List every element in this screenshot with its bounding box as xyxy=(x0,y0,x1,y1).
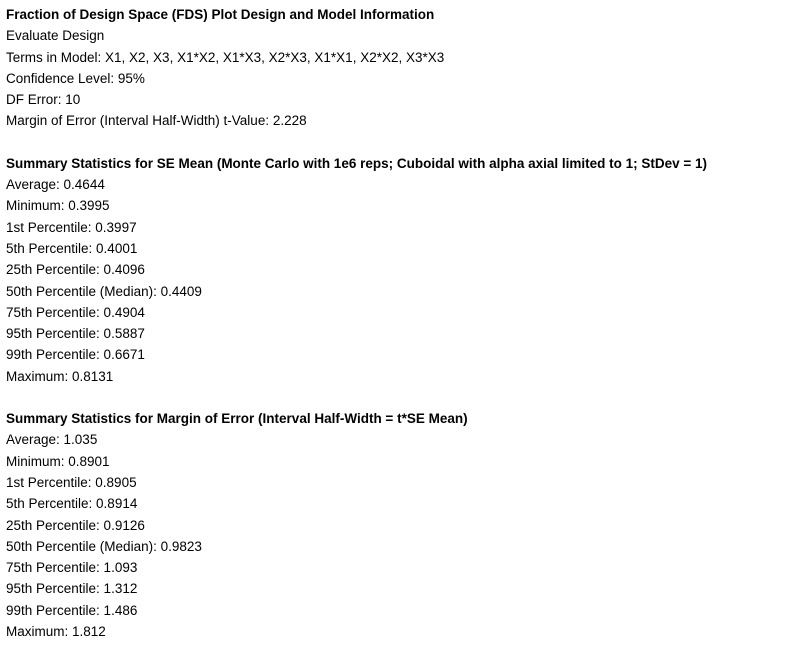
stat-line-p95: 95th Percentile: 0.5887 xyxy=(6,326,145,342)
stat-line-maximum: Maximum: 1.812 xyxy=(6,624,106,640)
terms-in-model-line: Terms in Model: X1, X2, X3, X1*X2, X1*X3, X2*X3, X1*X1, X2*X2, X3*X3 xyxy=(6,49,445,65)
stat-line-p5: 5th Percentile: 0.8914 xyxy=(6,496,138,512)
stat-line-p95: 95th Percentile: 1.312 xyxy=(6,581,138,597)
section-heading: Summary Statistics for SE Mean (Monte Carlo with 1e6 reps; Cuboidal with alpha axial limited to 1; StDev = 1) xyxy=(6,155,708,171)
stat-line-average: Average: 1.035 xyxy=(6,432,98,448)
se-mean-statistics-section xyxy=(6,153,804,387)
margin-of-error-statistics-section xyxy=(6,408,804,642)
stat-line-median: 50th Percentile (Median): 0.9823 xyxy=(6,538,202,554)
stat-line-p75: 75th Percentile: 1.093 xyxy=(6,560,138,576)
stat-line-p99: 99th Percentile: 0.6671 xyxy=(6,347,145,363)
stat-line-average: Average: 0.4644 xyxy=(6,177,105,193)
df-error-line: DF Error: 10 xyxy=(6,92,81,108)
stat-line-maximum: Maximum: 0.8131 xyxy=(6,368,114,384)
stat-line-minimum: Minimum: 0.3995 xyxy=(6,198,110,214)
t-value-line: Margin of Error (Interval Half-Width) t-Value: 2.228 xyxy=(6,113,307,129)
stat-line-p5: 5th Percentile: 0.4001 xyxy=(6,240,138,256)
stat-line-median: 50th Percentile (Median): 0.4409 xyxy=(6,283,202,299)
stat-line-p25: 25th Percentile: 0.9126 xyxy=(6,517,145,533)
stat-line-minimum: Minimum: 0.8901 xyxy=(6,453,110,469)
confidence-level-line: Confidence Level: 95% xyxy=(6,70,145,86)
section-heading: Fraction of Design Space (FDS) Plot Design and Model Information xyxy=(6,7,435,22)
stat-line-p25: 25th Percentile: 0.4096 xyxy=(6,262,145,278)
model-information-section xyxy=(6,4,804,132)
stat-line-p75: 75th Percentile: 0.4904 xyxy=(6,304,145,320)
design-type-line: Evaluate Design xyxy=(6,28,105,44)
stat-line-p1: 1st Percentile: 0.8905 xyxy=(6,474,137,490)
stat-line-p1: 1st Percentile: 0.3997 xyxy=(6,219,137,235)
section-heading: Summary Statistics for Margin of Error (Interval Half-Width = t*SE Mean) xyxy=(6,411,468,427)
stat-line-p99: 99th Percentile: 1.486 xyxy=(6,602,138,618)
